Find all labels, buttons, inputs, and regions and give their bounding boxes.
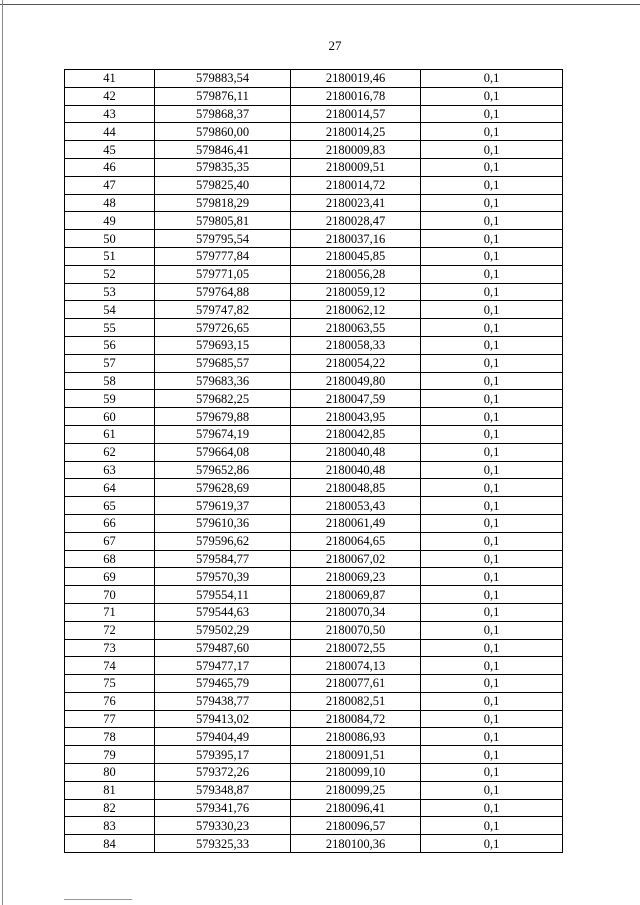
y-coordinate-cell: 2180009,51 <box>291 158 421 176</box>
point-number-cell: 45 <box>65 141 155 159</box>
point-number-cell: 48 <box>65 194 155 212</box>
point-number-cell: 69 <box>65 568 155 586</box>
table-row <box>65 781 563 799</box>
table-row <box>65 283 563 301</box>
y-coordinate-cell: 2180086,93 <box>291 728 421 746</box>
table-row <box>65 514 563 532</box>
point-number-cell: 74 <box>65 657 155 675</box>
accuracy-cell: 0,1 <box>421 710 563 728</box>
point-number-cell: 80 <box>65 764 155 782</box>
y-coordinate-cell: 2180009,83 <box>291 141 421 159</box>
table-row <box>65 336 563 354</box>
x-coordinate-cell: 579395,17 <box>155 746 291 764</box>
x-coordinate-cell: 579764,88 <box>155 283 291 301</box>
accuracy-cell: 0,1 <box>421 87 563 105</box>
y-coordinate-cell: 2180016,78 <box>291 87 421 105</box>
point-number-cell: 42 <box>65 87 155 105</box>
accuracy-cell: 0,1 <box>421 408 563 426</box>
x-coordinate-cell: 579771,05 <box>155 265 291 283</box>
x-coordinate-cell: 579825,40 <box>155 176 291 194</box>
x-coordinate-cell: 579652,86 <box>155 461 291 479</box>
page-number: 27 <box>328 38 342 53</box>
accuracy-cell: 0,1 <box>421 586 563 604</box>
x-coordinate-cell: 579726,65 <box>155 319 291 337</box>
table-row <box>65 764 563 782</box>
x-coordinate-cell: 579685,57 <box>155 354 291 372</box>
scan-top-edge <box>0 4 640 5</box>
x-coordinate-cell: 579876,11 <box>155 87 291 105</box>
x-coordinate-cell: 579747,82 <box>155 301 291 319</box>
accuracy-cell: 0,1 <box>421 390 563 408</box>
y-coordinate-cell: 2180077,61 <box>291 675 421 693</box>
point-number-cell: 62 <box>65 443 155 461</box>
table-row <box>65 158 563 176</box>
table-row <box>65 461 563 479</box>
x-coordinate-cell: 579619,37 <box>155 497 291 515</box>
table-row <box>65 621 563 639</box>
accuracy-cell: 0,1 <box>421 479 563 497</box>
accuracy-cell: 0,1 <box>421 550 563 568</box>
x-coordinate-cell: 579805,81 <box>155 212 291 230</box>
y-coordinate-cell: 2180053,43 <box>291 497 421 515</box>
accuracy-cell: 0,1 <box>421 639 563 657</box>
y-coordinate-cell: 2180058,33 <box>291 336 421 354</box>
table-row <box>65 301 563 319</box>
point-number-cell: 79 <box>65 746 155 764</box>
table-row <box>65 799 563 817</box>
y-coordinate-cell: 2180084,72 <box>291 710 421 728</box>
point-number-cell: 55 <box>65 319 155 337</box>
table-row <box>65 639 563 657</box>
y-coordinate-cell: 2180096,41 <box>291 799 421 817</box>
x-coordinate-cell: 579341,76 <box>155 799 291 817</box>
point-number-cell: 59 <box>65 390 155 408</box>
table-row <box>65 70 563 88</box>
accuracy-cell: 0,1 <box>421 176 563 194</box>
table-row <box>65 550 563 568</box>
point-number-cell: 54 <box>65 301 155 319</box>
accuracy-cell: 0,1 <box>421 799 563 817</box>
x-coordinate-cell: 579372,26 <box>155 764 291 782</box>
point-number-cell: 68 <box>65 550 155 568</box>
y-coordinate-cell: 2180067,02 <box>291 550 421 568</box>
accuracy-cell: 0,1 <box>421 764 563 782</box>
accuracy-cell: 0,1 <box>421 425 563 443</box>
accuracy-cell: 0,1 <box>421 301 563 319</box>
x-coordinate-cell: 579795,54 <box>155 230 291 248</box>
x-coordinate-cell: 579679,88 <box>155 408 291 426</box>
y-coordinate-cell: 2180056,28 <box>291 265 421 283</box>
y-coordinate-cell: 2180064,65 <box>291 532 421 550</box>
accuracy-cell: 0,1 <box>421 105 563 123</box>
point-number-cell: 46 <box>65 158 155 176</box>
x-coordinate-cell: 579502,29 <box>155 621 291 639</box>
x-coordinate-cell: 579325,33 <box>155 835 291 853</box>
x-coordinate-cell: 579477,17 <box>155 657 291 675</box>
x-coordinate-cell: 579348,87 <box>155 781 291 799</box>
point-number-cell: 67 <box>65 532 155 550</box>
point-number-cell: 49 <box>65 212 155 230</box>
footnote-separator <box>64 899 132 900</box>
y-coordinate-cell: 2180062,12 <box>291 301 421 319</box>
x-coordinate-cell: 579570,39 <box>155 568 291 586</box>
x-coordinate-cell: 579330,23 <box>155 817 291 835</box>
y-coordinate-cell: 2180061,49 <box>291 514 421 532</box>
point-number-cell: 61 <box>65 425 155 443</box>
coordinates-table-body <box>65 70 563 853</box>
accuracy-cell: 0,1 <box>421 728 563 746</box>
table-row <box>65 408 563 426</box>
y-coordinate-cell: 2180063,55 <box>291 319 421 337</box>
y-coordinate-cell: 2180023,41 <box>291 194 421 212</box>
accuracy-cell: 0,1 <box>421 603 563 621</box>
point-number-cell: 66 <box>65 514 155 532</box>
table-row <box>65 603 563 621</box>
point-number-cell: 76 <box>65 692 155 710</box>
x-coordinate-cell: 579674,19 <box>155 425 291 443</box>
y-coordinate-cell: 2180048,85 <box>291 479 421 497</box>
table-row <box>65 710 563 728</box>
x-coordinate-cell: 579544,63 <box>155 603 291 621</box>
table-row <box>65 425 563 443</box>
accuracy-cell: 0,1 <box>421 265 563 283</box>
point-number-cell: 47 <box>65 176 155 194</box>
x-coordinate-cell: 579683,36 <box>155 372 291 390</box>
x-coordinate-cell: 579610,36 <box>155 514 291 532</box>
scan-left-edge <box>2 0 3 905</box>
point-number-cell: 71 <box>65 603 155 621</box>
point-number-cell: 77 <box>65 710 155 728</box>
accuracy-cell: 0,1 <box>421 194 563 212</box>
y-coordinate-cell: 2180049,80 <box>291 372 421 390</box>
y-coordinate-cell: 2180014,72 <box>291 176 421 194</box>
y-coordinate-cell: 2180019,46 <box>291 70 421 88</box>
accuracy-cell: 0,1 <box>421 443 563 461</box>
table-row <box>65 176 563 194</box>
point-number-cell: 81 <box>65 781 155 799</box>
y-coordinate-cell: 2180074,13 <box>291 657 421 675</box>
y-coordinate-cell: 2180040,48 <box>291 443 421 461</box>
y-coordinate-cell: 2180069,23 <box>291 568 421 586</box>
table-row <box>65 443 563 461</box>
point-number-cell: 53 <box>65 283 155 301</box>
y-coordinate-cell: 2180040,48 <box>291 461 421 479</box>
point-number-cell: 83 <box>65 817 155 835</box>
y-coordinate-cell: 2180014,57 <box>291 105 421 123</box>
y-coordinate-cell: 2180069,87 <box>291 586 421 604</box>
accuracy-cell: 0,1 <box>421 497 563 515</box>
y-coordinate-cell: 2180014,25 <box>291 123 421 141</box>
y-coordinate-cell: 2180059,12 <box>291 283 421 301</box>
x-coordinate-cell: 579818,29 <box>155 194 291 212</box>
x-coordinate-cell: 579664,08 <box>155 443 291 461</box>
accuracy-cell: 0,1 <box>421 817 563 835</box>
x-coordinate-cell: 579554,11 <box>155 586 291 604</box>
table-row <box>65 87 563 105</box>
x-coordinate-cell: 579868,37 <box>155 105 291 123</box>
y-coordinate-cell: 2180082,51 <box>291 692 421 710</box>
y-coordinate-cell: 2180091,51 <box>291 746 421 764</box>
point-number-cell: 52 <box>65 265 155 283</box>
accuracy-cell: 0,1 <box>421 141 563 159</box>
point-number-cell: 75 <box>65 675 155 693</box>
table-row <box>65 532 563 550</box>
accuracy-cell: 0,1 <box>421 230 563 248</box>
point-number-cell: 82 <box>65 799 155 817</box>
table-row <box>65 230 563 248</box>
table-row <box>65 390 563 408</box>
accuracy-cell: 0,1 <box>421 692 563 710</box>
y-coordinate-cell: 2180047,59 <box>291 390 421 408</box>
accuracy-cell: 0,1 <box>421 568 563 586</box>
point-number-cell: 65 <box>65 497 155 515</box>
point-number-cell: 60 <box>65 408 155 426</box>
table-row <box>65 247 563 265</box>
table-row <box>65 675 563 693</box>
accuracy-cell: 0,1 <box>421 532 563 550</box>
table-row <box>65 746 563 764</box>
point-number-cell: 70 <box>65 586 155 604</box>
y-coordinate-cell: 2180054,22 <box>291 354 421 372</box>
x-coordinate-cell: 579860,00 <box>155 123 291 141</box>
y-coordinate-cell: 2180045,85 <box>291 247 421 265</box>
point-number-cell: 43 <box>65 105 155 123</box>
x-coordinate-cell: 579413,02 <box>155 710 291 728</box>
point-number-cell: 78 <box>65 728 155 746</box>
point-number-cell: 84 <box>65 835 155 853</box>
accuracy-cell: 0,1 <box>421 781 563 799</box>
table-row <box>65 372 563 390</box>
x-coordinate-cell: 579883,54 <box>155 70 291 88</box>
accuracy-cell: 0,1 <box>421 675 563 693</box>
y-coordinate-cell: 2180042,85 <box>291 425 421 443</box>
point-number-cell: 50 <box>65 230 155 248</box>
y-coordinate-cell: 2180072,55 <box>291 639 421 657</box>
accuracy-cell: 0,1 <box>421 319 563 337</box>
table-row <box>65 586 563 604</box>
y-coordinate-cell: 2180100,36 <box>291 835 421 853</box>
accuracy-cell: 0,1 <box>421 123 563 141</box>
coordinates-table <box>64 69 563 853</box>
x-coordinate-cell: 579596,62 <box>155 532 291 550</box>
accuracy-cell: 0,1 <box>421 247 563 265</box>
table-row <box>65 265 563 283</box>
table-row <box>65 692 563 710</box>
y-coordinate-cell: 2180070,50 <box>291 621 421 639</box>
y-coordinate-cell: 2180043,95 <box>291 408 421 426</box>
point-number-cell: 57 <box>65 354 155 372</box>
y-coordinate-cell: 2180099,25 <box>291 781 421 799</box>
table-row <box>65 657 563 675</box>
y-coordinate-cell: 2180099,10 <box>291 764 421 782</box>
x-coordinate-cell: 579777,84 <box>155 247 291 265</box>
table-row <box>65 194 563 212</box>
x-coordinate-cell: 579465,79 <box>155 675 291 693</box>
point-number-cell: 44 <box>65 123 155 141</box>
y-coordinate-cell: 2180037,16 <box>291 230 421 248</box>
x-coordinate-cell: 579682,25 <box>155 390 291 408</box>
x-coordinate-cell: 579693,15 <box>155 336 291 354</box>
table-row <box>65 835 563 853</box>
table-row <box>65 497 563 515</box>
x-coordinate-cell: 579438,77 <box>155 692 291 710</box>
table-row <box>65 105 563 123</box>
point-number-cell: 64 <box>65 479 155 497</box>
accuracy-cell: 0,1 <box>421 283 563 301</box>
table-row <box>65 319 563 337</box>
point-number-cell: 72 <box>65 621 155 639</box>
point-number-cell: 51 <box>65 247 155 265</box>
accuracy-cell: 0,1 <box>421 212 563 230</box>
table-row <box>65 354 563 372</box>
accuracy-cell: 0,1 <box>421 336 563 354</box>
accuracy-cell: 0,1 <box>421 158 563 176</box>
table-row <box>65 568 563 586</box>
table-row <box>65 141 563 159</box>
point-number-cell: 58 <box>65 372 155 390</box>
accuracy-cell: 0,1 <box>421 461 563 479</box>
table-row <box>65 479 563 497</box>
y-coordinate-cell: 2180070,34 <box>291 603 421 621</box>
table-row <box>65 123 563 141</box>
table-row <box>65 728 563 746</box>
point-number-cell: 63 <box>65 461 155 479</box>
accuracy-cell: 0,1 <box>421 514 563 532</box>
accuracy-cell: 0,1 <box>421 621 563 639</box>
accuracy-cell: 0,1 <box>421 70 563 88</box>
accuracy-cell: 0,1 <box>421 657 563 675</box>
point-number-cell: 73 <box>65 639 155 657</box>
accuracy-cell: 0,1 <box>421 354 563 372</box>
y-coordinate-cell: 2180096,57 <box>291 817 421 835</box>
table-row <box>65 817 563 835</box>
x-coordinate-cell: 579846,41 <box>155 141 291 159</box>
y-coordinate-cell: 2180028,47 <box>291 212 421 230</box>
accuracy-cell: 0,1 <box>421 746 563 764</box>
x-coordinate-cell: 579584,77 <box>155 550 291 568</box>
x-coordinate-cell: 579628,69 <box>155 479 291 497</box>
x-coordinate-cell: 579835,35 <box>155 158 291 176</box>
accuracy-cell: 0,1 <box>421 835 563 853</box>
table-row <box>65 212 563 230</box>
accuracy-cell: 0,1 <box>421 372 563 390</box>
x-coordinate-cell: 579404,49 <box>155 728 291 746</box>
x-coordinate-cell: 579487,60 <box>155 639 291 657</box>
point-number-cell: 56 <box>65 336 155 354</box>
point-number-cell: 41 <box>65 70 155 88</box>
